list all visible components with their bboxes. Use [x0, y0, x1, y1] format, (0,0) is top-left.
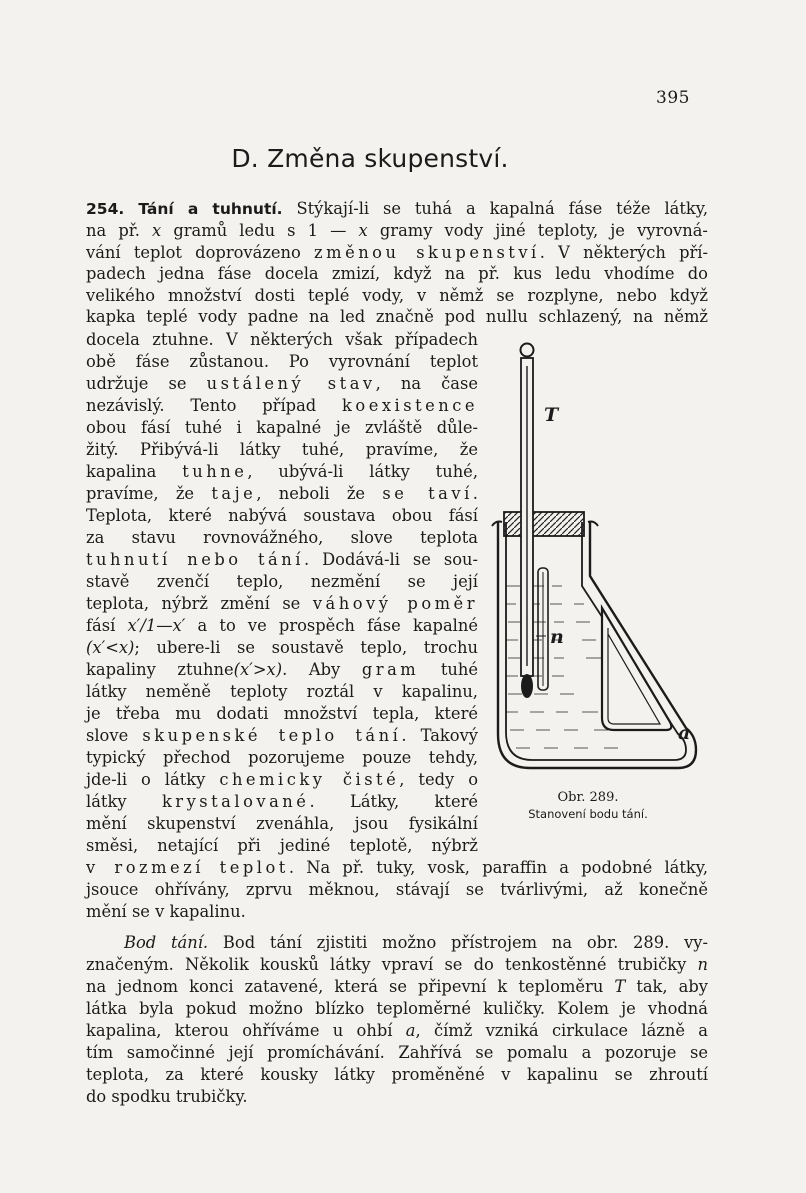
text-line: jde-li o látky chemicky čisté, tedy o — [86, 770, 478, 789]
text-line: slove skupenské teplo tání. Takový — [86, 726, 478, 745]
text-line: značeným. Několik kousků látky vpraví se do tenkostěnné trubičky n — [86, 955, 708, 974]
text-line: obou fásí tuhé i kapalné je zvláště důle- — [86, 418, 478, 437]
text-line: velikého množství dosti teplé vody, v němž se rozplyne, nebo když — [86, 286, 708, 305]
figure-subcaption: Stanovení bodu tání. — [528, 807, 648, 821]
page-number: 395 — [656, 88, 690, 108]
text-line: stavě zvenčí teplo, nezmění se její — [86, 572, 478, 591]
label-T: T — [544, 404, 559, 426]
text-line: je třeba mu dodati množství tepla, které — [86, 704, 478, 723]
text-line: tím samočinné její promíchávání. Zahřívá se pomalu a pozoruje se — [86, 1043, 708, 1062]
text-line: kapalina, kterou ohříváme u ohbí a, čímž vzniká cirkulace lázně a — [86, 1021, 708, 1040]
text-line: 254. Tání a tuhnutí. Stýkají-li se tuhá a kapalná fáse téže látky, — [86, 199, 708, 218]
text-line: (x′<x); ubere-li se soustavě teplo, trochu — [86, 638, 478, 657]
text-line: teplota, za které kousky látky proměněné v kapalinu se zhroutí — [86, 1065, 708, 1084]
text-line: žitý. Přibývá-li látky tuhé, pravíme, že — [86, 440, 478, 459]
text-line: vání teplot doprovázeno změnou skupenství. V některých pří- — [86, 243, 708, 262]
text-line: směsi, netající při jediné teplotě, nýbrž — [86, 836, 478, 855]
label-a: a — [678, 722, 691, 744]
text-line: kapka teplé vody padne na led značně pod nullu schlazený, na němž — [86, 307, 708, 326]
figure-melting-apparatus — [490, 336, 700, 796]
figure-caption: Obr. 289. — [557, 790, 619, 805]
text-line: na př. x gramů ledu s 1 — x gramy vody jiné teploty, je vyrovná- — [86, 221, 708, 240]
text-line: teplota, nýbrž změní se váhový poměr — [86, 594, 478, 613]
text-line: mění se v kapalinu. — [86, 902, 246, 921]
text-line: udržuje se ustálený stav, na čase — [86, 374, 478, 393]
text-line: Teplota, které nabývá soustava obou fásí — [86, 506, 478, 525]
text-line: Bod tání. Bod tání zjistiti možno přístrojem na obr. 289. vy- — [124, 933, 708, 952]
text-line: nezávislý. Tento případ koexistence — [86, 396, 478, 415]
section-heading: D. Změna skupenství. — [231, 144, 509, 173]
apparatus-drawing — [490, 336, 700, 796]
label-n: n — [550, 626, 564, 648]
text-line: na jednom konci zatavené, která se připevní k teploměru T tak, aby — [86, 977, 708, 996]
text-line: látky krystalované. Látky, které — [86, 792, 478, 811]
text-line: padech jedna fáse docela zmizí, když na př. kus ledu vhodíme do — [86, 264, 708, 283]
text-line: kapaliny ztuhne(x′>x). Aby gram tuhé — [86, 660, 478, 679]
text-line: jsouce ohřívány, zprvu měknou, stávají se tvárlivými, až konečně — [86, 880, 708, 899]
text-line: látky neměně teploty roztál v kapalinu, — [86, 682, 478, 701]
text-line: typický přechod pozorujeme pouze tehdy, — [86, 748, 478, 767]
text-line: pravíme, že taje, neboli že se taví. — [86, 484, 478, 503]
text-line: látka byla pokud možno blízko teploměrné kuličky. Kolem je vhodná — [86, 999, 708, 1018]
text-line: mění skupenství zvenáhla, jsou fysikální — [86, 814, 478, 833]
text-line: kapalina tuhne, ubývá-li látky tuhé, — [86, 462, 478, 481]
text-line: fásí x′/1—x′ a to ve prospěch fáse kapalné — [86, 616, 478, 635]
text-line: obě fáse zůstanou. Po vyrovnání teplot — [86, 352, 478, 371]
text-line: docela ztuhne. V některých však případech — [86, 330, 478, 349]
text-line: do spodku trubičky. — [86, 1087, 248, 1106]
text-line: tuhnutí nebo tání. Dodává-li se sou- — [86, 550, 478, 569]
text-line: v rozmezí teplot. Na př. tuky, vosk, paraffin a podobné látky, — [86, 858, 709, 877]
text-line: za stavu rovnovážného, slove teplota — [86, 528, 478, 547]
